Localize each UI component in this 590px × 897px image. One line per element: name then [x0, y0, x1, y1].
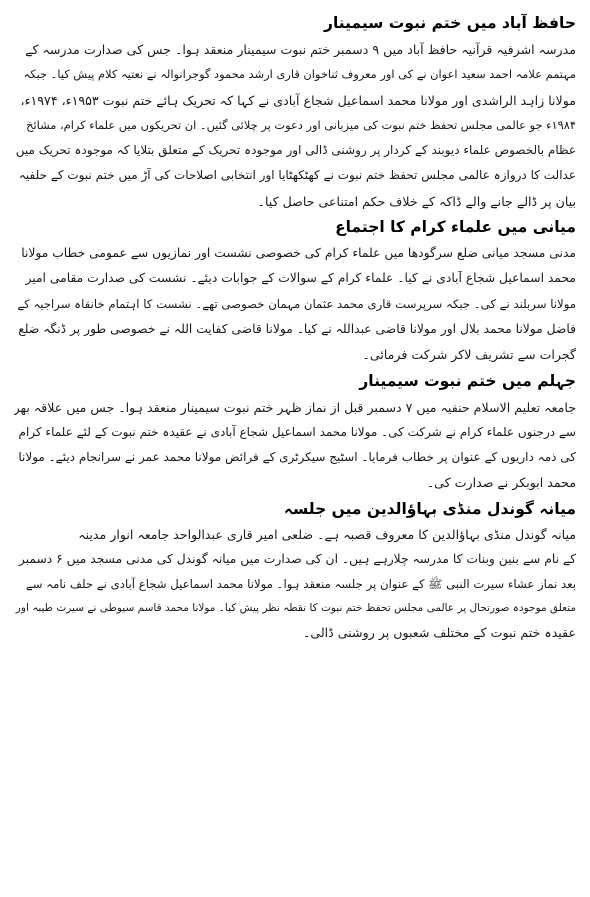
article-line: محمد ابوبکر نے صدارت کی۔	[426, 475, 576, 491]
article-line: عظام بالخصوص علماء دیوبند کے کردار پر روشنی ڈالی اور موجودہ تحریک کے متعلق بتلایا کہ موجودہ تحریک میں	[15, 143, 576, 158]
article-heading: میانی میں علماء کرام کا اجتماع	[335, 218, 576, 237]
article-miana-gondal	[14, 498, 576, 646]
article-line: مدرسہ اشرفیہ قرآنیہ حافظ آباد میں ۹ دسمبر ختم نبوت سیمینار منعقد ہوا۔ جس کی صدارت مدرسہ کے	[25, 42, 576, 57]
article-line: محمد اسماعیل شجاع آبادی نے کیا۔ علماء کرام کے سوالات کے جوابات دیئے۔ نشست کی صدارت مقامی امیر	[25, 271, 576, 286]
article-heading: جہلم میں ختم نبوت سیمینار	[359, 371, 576, 390]
article-line: سے درجنوں علماء کرام نے شرکت کی۔ مولانا محمد اسماعیل شجاع آبادی نے عقیدہ ختم نبوت کے لئے علماء کرام	[18, 424, 576, 439]
article-line: مولانا زاہد الراشدی اور مولانا محمد اسماعیل شجاع آبادی نے کہا کہ تحریک ہائے ختم نبوت ۱۹۵۳ء، ۱۹۷۴ء،	[20, 92, 576, 108]
article-line: مولانا سربلند نے کی۔ جبکہ سرپرست قاری محمد عثمان مہمان خصوصی تھے۔ نشست کا اہتمام خانقاہ سراجیہ کے	[17, 296, 576, 311]
article-line: عقیدہ ختم نبوت کے مختلف شعبوں پر روشنی ڈالی۔	[302, 624, 576, 640]
article-line: بیان پر ڈالے جانے والے ڈاکہ کے خلاف حکم امتناعی حاصل کیا۔	[257, 193, 576, 209]
article-miani	[14, 216, 576, 367]
article-line: عدالت کا دروازہ عالمی مجلس تحفظ ختم نبوت نے کھٹکھٹایا اور انتخابی اصلاحات کی آڑ میں ختم نبوت کے حلفیہ	[18, 168, 576, 183]
article-line: متعلق موجودہ صورتحال پر عالمی مجلس تحفظ ختم نبوت کا نقطہ نظر پیش کیا۔ مولانا محمد قاسم سیوطی نے سیرت طیبہ اور	[15, 602, 576, 615]
article-heading: حافظ آباد میں ختم نبوت سیمینار	[324, 14, 576, 32]
article-line: بعد نماز عشاء سیرت النبی ﷺ کے عنوان پر جلسہ منعقد ہوا۔ مولانا محمد اسماعیل شجاع آبادی نے حلف نامہ سے	[25, 576, 576, 591]
article-jhelum	[14, 370, 576, 496]
article-line: مدنی مسجد میانی ضلع سرگودھا میں علماء کرام کی خصوصی نشست اور نمازیوں سے عمومی خطاب مولانا	[21, 246, 576, 261]
article-line: ۱۹۸۴ء جو عالمی مجلس تحفظ ختم نبوت کی میزبانی اور دعوت پر چلائی گئیں۔ ان تحریکوں میں علماء کرام، مشائخ	[26, 117, 576, 132]
article-line: فاضل مولانا محمد بلال اور مولانا قاضی عبداللہ نے کیا۔ مولانا قاضی کفایت اللہ نے خصوصی طور پر ڈنگہ ضلع	[18, 321, 576, 336]
article-line: جامعہ تعلیم الاسلام حنفیہ میں ۷ دسمبر قبل از نماز ظہر ختم نبوت سیمینار منعقد ہوا۔ جس میں علاقہ بھر	[14, 399, 576, 415]
article-line: میانہ گوندل منڈی بہاؤالدین کا معروف قصبہ ہے۔ ضلعی امیر قاری عبدالواحد جامعہ انوار مدینہ	[78, 526, 576, 542]
article-line: کی ذمہ داریوں کے عنوان پر خطاب فرمایا۔ اسٹیج سیکرٹری کے فرائض مولانا محمد عمر نے سرانجام دیئے۔ مولانا	[18, 450, 576, 465]
article-line: کے نام سے بنین وبنات کا مدرسہ چلارہے ہیں۔ ان کی صدارت میں میانہ گوندل کی مدنی مسجد میں ۶ دسمبر	[18, 552, 576, 567]
article-heading: میانہ گوندل منڈی بہاؤالدین میں جلسہ	[283, 499, 576, 518]
article-line: مہتمم علامہ احمد سعید اعوان نے کی اور معروف ثناخوان قاری ارشد محمود گوجرانوالہ نے نعتیہ کلام پیش کیا۔ جبکہ	[23, 67, 576, 82]
article-line: گجرات سے تشریف لاکر شرکت فرمائی۔	[362, 347, 576, 363]
article-hafizabad	[14, 12, 576, 214]
